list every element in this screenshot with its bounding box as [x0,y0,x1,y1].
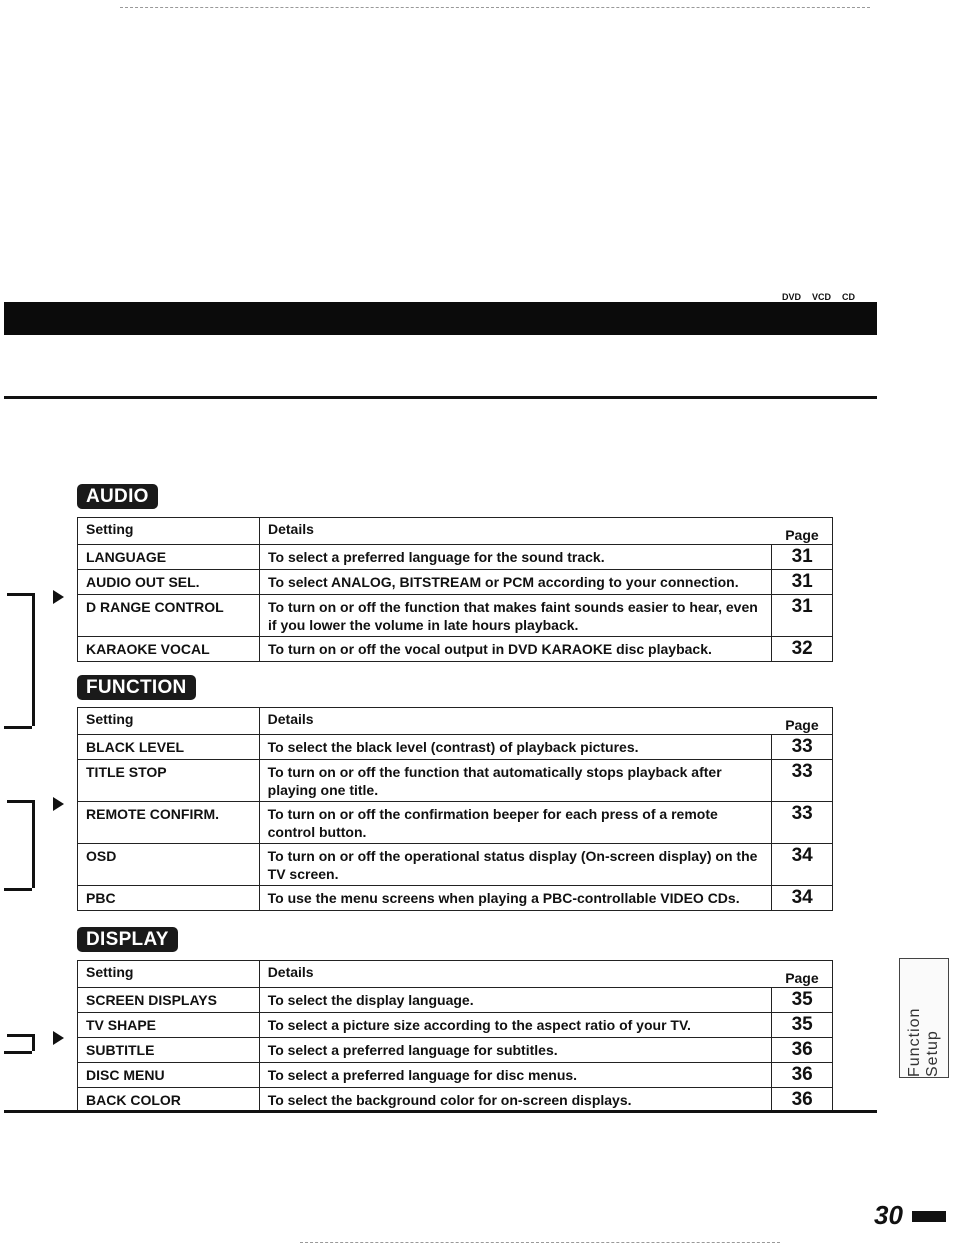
arrow-right-icon [53,797,64,811]
side-tab-label: Function Setup [906,1007,941,1077]
setting-details: To turn on or off the operational status display (On-screen display) on the TV screen. [259,844,772,886]
vcd-icon: VCD [810,292,834,304]
page-number-bar [912,1211,946,1222]
header-setting: Setting [78,708,260,735]
setting-page: 34 [772,844,833,886]
setting-page: 35 [772,988,833,1013]
setting-name: REMOTE CONFIRM. [78,802,260,844]
setting-name: KARAOKE VOCAL [78,637,260,662]
title-bar [4,302,877,335]
setting-page: 33 [772,760,833,802]
setting-details: To select a picture size according to the aspect ratio of your TV. [259,1013,772,1038]
header-details: Details [259,708,772,735]
table-row [78,1063,833,1088]
setting-details: To use the menu screens when playing a PBC-controllable VIDEO CDs. [259,886,772,911]
function-section-badge: FUNCTION [77,675,196,700]
table-row [78,595,833,637]
setting-details: To select a preferred language for subtitles. [259,1038,772,1063]
table-header [78,518,833,545]
setting-page: 31 [772,545,833,570]
header-page: Page [772,961,833,988]
setting-details: To turn on or off the vocal output in DVD KARAOKE disc playback. [260,637,772,662]
setting-details: To select ANALOG, BITSTREAM or PCM according to your connection. [260,570,772,595]
bracket-line [4,1037,35,1051]
setting-page: 31 [772,595,833,637]
setting-name: D RANGE CONTROL [78,595,260,637]
table-row [78,1013,833,1038]
header-details: Details [260,518,772,545]
setting-details: To turn on or off the function that automatically stops playback after playing one title. [259,760,772,802]
setting-name: TITLE STOP [78,760,260,802]
header-setting: Setting [78,961,260,988]
table-row [78,570,833,595]
table-row [78,1088,833,1113]
audio-table [77,517,833,662]
setting-name: PBC [78,886,260,911]
setting-details: To select the display language. [259,988,772,1013]
table-row [78,988,833,1013]
table-row [78,1038,833,1063]
setting-name: BLACK LEVEL [78,735,260,760]
setting-page: 34 [772,886,833,911]
setting-name: AUDIO OUT SEL. [78,570,260,595]
setting-details: To select a preferred language for the sound track. [260,545,772,570]
setting-page: 36 [772,1038,833,1063]
scan-noise-bottom [300,1242,780,1244]
setting-page: 33 [772,802,833,844]
setting-page: 35 [772,1013,833,1038]
table-row [78,886,833,911]
cd-icon: CD [840,292,858,304]
audio-section-badge: AUDIO [77,484,158,509]
header-page: Page [772,518,833,545]
setting-name: DISC MENU [78,1063,260,1088]
table-row [78,637,833,662]
setting-name: BACK COLOR [78,1088,260,1113]
table-row [78,802,833,844]
scan-noise-top [120,7,870,9]
header-page: Page [772,708,833,735]
function-table [77,707,833,911]
setting-details: To turn on or off the confirmation beeper for each press of a remote control button. [259,802,772,844]
setting-page: 33 [772,735,833,760]
arrow-right-icon [53,1031,64,1045]
setting-details: To select the black level (contrast) of playback pictures. [259,735,772,760]
setting-name: SCREEN DISPLAYS [78,988,260,1013]
setting-details: To select the background color for on-screen displays. [259,1088,772,1113]
bracket-line [4,596,35,726]
setting-details: To select a preferred language for disc menus. [259,1063,772,1088]
table-header [78,961,833,988]
table-row [78,735,833,760]
table-row [78,760,833,802]
setting-name: TV SHAPE [78,1013,260,1038]
display-section-badge: DISPLAY [77,927,178,952]
setting-name: SUBTITLE [78,1038,260,1063]
dvd-icon: DVD [780,292,804,304]
header-setting: Setting [78,518,260,545]
table-row [78,545,833,570]
bracket-line [4,803,35,888]
table-header [78,708,833,735]
setting-page: 36 [772,1063,833,1088]
setting-name: LANGUAGE [78,545,260,570]
section-side-tab [899,958,949,1078]
setting-details: To turn on or off the function that makes faint sounds easier to hear, even if you lower the volume in late hours playback. [260,595,772,637]
page-number: 30 [874,1200,903,1230]
table-row [78,844,833,886]
arrow-right-icon [53,590,64,604]
setting-page: 31 [772,570,833,595]
bottom-rule [4,1110,877,1113]
setting-page: 36 [772,1088,833,1113]
display-table [77,960,833,1113]
setting-name: OSD [78,844,260,886]
header-details: Details [259,961,772,988]
setting-page: 32 [772,637,833,662]
top-rule [4,396,877,399]
